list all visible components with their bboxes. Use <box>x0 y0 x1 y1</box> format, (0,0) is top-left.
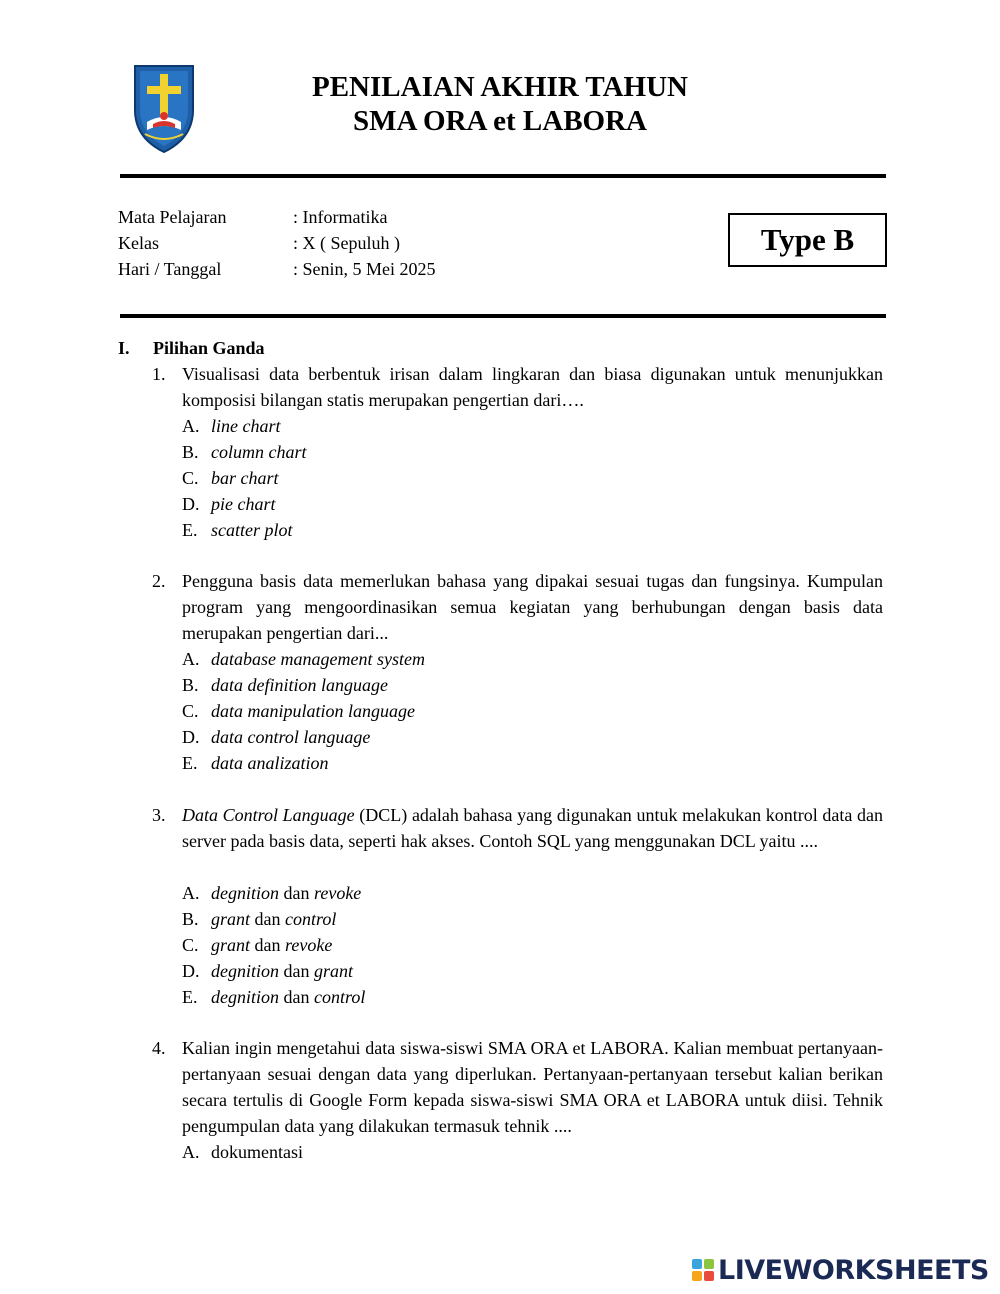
option-letter: C. <box>182 935 199 955</box>
option-2d[interactable] <box>182 724 370 750</box>
option-term-b: control <box>314 987 366 1007</box>
option-letter: E. <box>182 520 198 540</box>
option-3d[interactable] <box>182 958 353 984</box>
title-line-1: PENILAIAN AKHIR TAHUN <box>312 71 688 103</box>
meta-label: Hari / Tanggal <box>118 259 222 279</box>
option-letter: B. <box>182 675 199 695</box>
question-number: 2. <box>152 571 166 591</box>
question-text: Visualisasi data berbentuk irisan dalam lingkaran dan biasa digunakan untuk menunjukkan komposisi bilangan statis merupakan pengertian dari…. <box>182 364 883 410</box>
option-2e[interactable] <box>182 750 329 776</box>
option-letter: A. <box>182 649 200 669</box>
option-text: line chart <box>211 416 281 436</box>
meta-label: Mata Pelajaran <box>118 207 227 227</box>
section-number: I. <box>118 338 130 358</box>
title-line-2: SMA ORA et LABORA <box>352 105 648 137</box>
option-term-b: grant <box>314 961 354 981</box>
question-1 <box>152 361 883 413</box>
option-letter: E. <box>182 753 198 773</box>
option-1d[interactable] <box>182 491 276 517</box>
option-3b[interactable] <box>182 906 336 932</box>
question-number: 3. <box>152 805 166 825</box>
option-text: data control language <box>211 727 371 747</box>
school-crest-icon <box>127 60 201 154</box>
option-conjunction: dan <box>254 909 281 929</box>
option-term-a: degnition <box>211 961 279 981</box>
option-2b[interactable] <box>182 672 388 698</box>
question-4 <box>152 1035 883 1139</box>
option-conjunction: dan <box>254 935 281 955</box>
option-conjunction: dan <box>283 883 310 903</box>
option-letter: D. <box>182 727 200 747</box>
option-text: pie chart <box>211 494 276 514</box>
question-2 <box>152 568 883 646</box>
question-text <box>182 802 883 854</box>
option-1a[interactable] <box>182 413 281 439</box>
option-letter: A. <box>182 416 200 436</box>
option-letter: B. <box>182 442 199 462</box>
option-text: data manipulation language <box>211 701 415 721</box>
type-box: Type B <box>728 213 887 267</box>
option-letter: E. <box>182 987 198 1007</box>
option-text: dokumentasi <box>211 1142 303 1162</box>
option-text: data definition language <box>211 675 388 695</box>
option-term-b: control <box>285 909 337 929</box>
option-term-a: degnition <box>211 883 279 903</box>
liveworksheets-logo-icon <box>692 1259 714 1281</box>
option-term-a: grant <box>211 909 251 929</box>
option-letter: B. <box>182 909 199 929</box>
option-letter: D. <box>182 494 200 514</box>
option-term-a: degnition <box>211 987 279 1007</box>
option-term-b: revoke <box>314 883 362 903</box>
option-letter: C. <box>182 701 199 721</box>
question-text: Pengguna basis data memerlukan bahasa yang dipakai sesuai tugas dan fungsinya. Kumpulan program yang mengoordinasikan semua kegiatan yang berhubungan dengan basis data merupakan pengertian dari... <box>182 571 883 643</box>
option-1c[interactable] <box>182 465 279 491</box>
option-3a[interactable] <box>182 880 361 906</box>
option-text: data analization <box>211 753 329 773</box>
option-letter: D. <box>182 961 200 981</box>
brand-text: LIVEWORKSHEETS <box>718 1254 989 1286</box>
top-divider <box>120 174 886 178</box>
option-3e[interactable] <box>182 984 365 1010</box>
option-conjunction: dan <box>283 961 310 981</box>
option-term-a: grant <box>211 935 251 955</box>
question-number: 4. <box>152 1038 166 1058</box>
option-letter: C. <box>182 468 199 488</box>
option-3c[interactable] <box>182 932 332 958</box>
option-text: scatter plot <box>211 520 293 540</box>
option-1e[interactable] <box>182 517 293 543</box>
option-2c[interactable] <box>182 698 415 724</box>
option-text: database management system <box>211 649 425 669</box>
option-4a[interactable] <box>182 1139 303 1165</box>
option-text: column chart <box>211 442 307 462</box>
question-number: 1. <box>152 364 166 384</box>
liveworksheets-brand <box>692 1253 989 1287</box>
meta-value: : Senin, 5 Mei 2025 <box>293 259 436 279</box>
question-body: (DCL) adalah bahasa yang digunakan untuk melakukan kontrol data dan server pada basis data, seperti hak akses. Contoh SQL yang menggunakan DCL yaitu .... <box>182 805 883 851</box>
question-text: Kalian ingin mengetahui data siswa-siswi SMA ORA et LABORA. Kalian membuat pertanyaan-pertanyaan sesuai dengan data yang diperlukan. Pertanyaan-pertanyaan tersebut kalian berikan secara tertulis di Google Form kepada siswa-siswi SMA ORA et LABORA untuk diisi. Tehnik pengumpulan data yang dilakukan termasuk tehnik .... <box>182 1038 883 1136</box>
meta-value: : X ( Sepuluh ) <box>293 233 400 253</box>
option-2a[interactable] <box>182 646 425 672</box>
option-letter: A. <box>182 1142 200 1162</box>
meta-value: : Informatika <box>293 207 388 227</box>
meta-label: Kelas <box>118 233 159 253</box>
question-term: Data Control Language <box>182 805 355 825</box>
question-3 <box>152 802 883 854</box>
option-letter: A. <box>182 883 200 903</box>
section-title: Pilihan Ganda <box>153 338 265 358</box>
option-conjunction: dan <box>283 987 310 1007</box>
bottom-divider <box>120 314 886 318</box>
option-1b[interactable] <box>182 439 306 465</box>
option-text: bar chart <box>211 468 279 488</box>
option-term-b: revoke <box>285 935 333 955</box>
